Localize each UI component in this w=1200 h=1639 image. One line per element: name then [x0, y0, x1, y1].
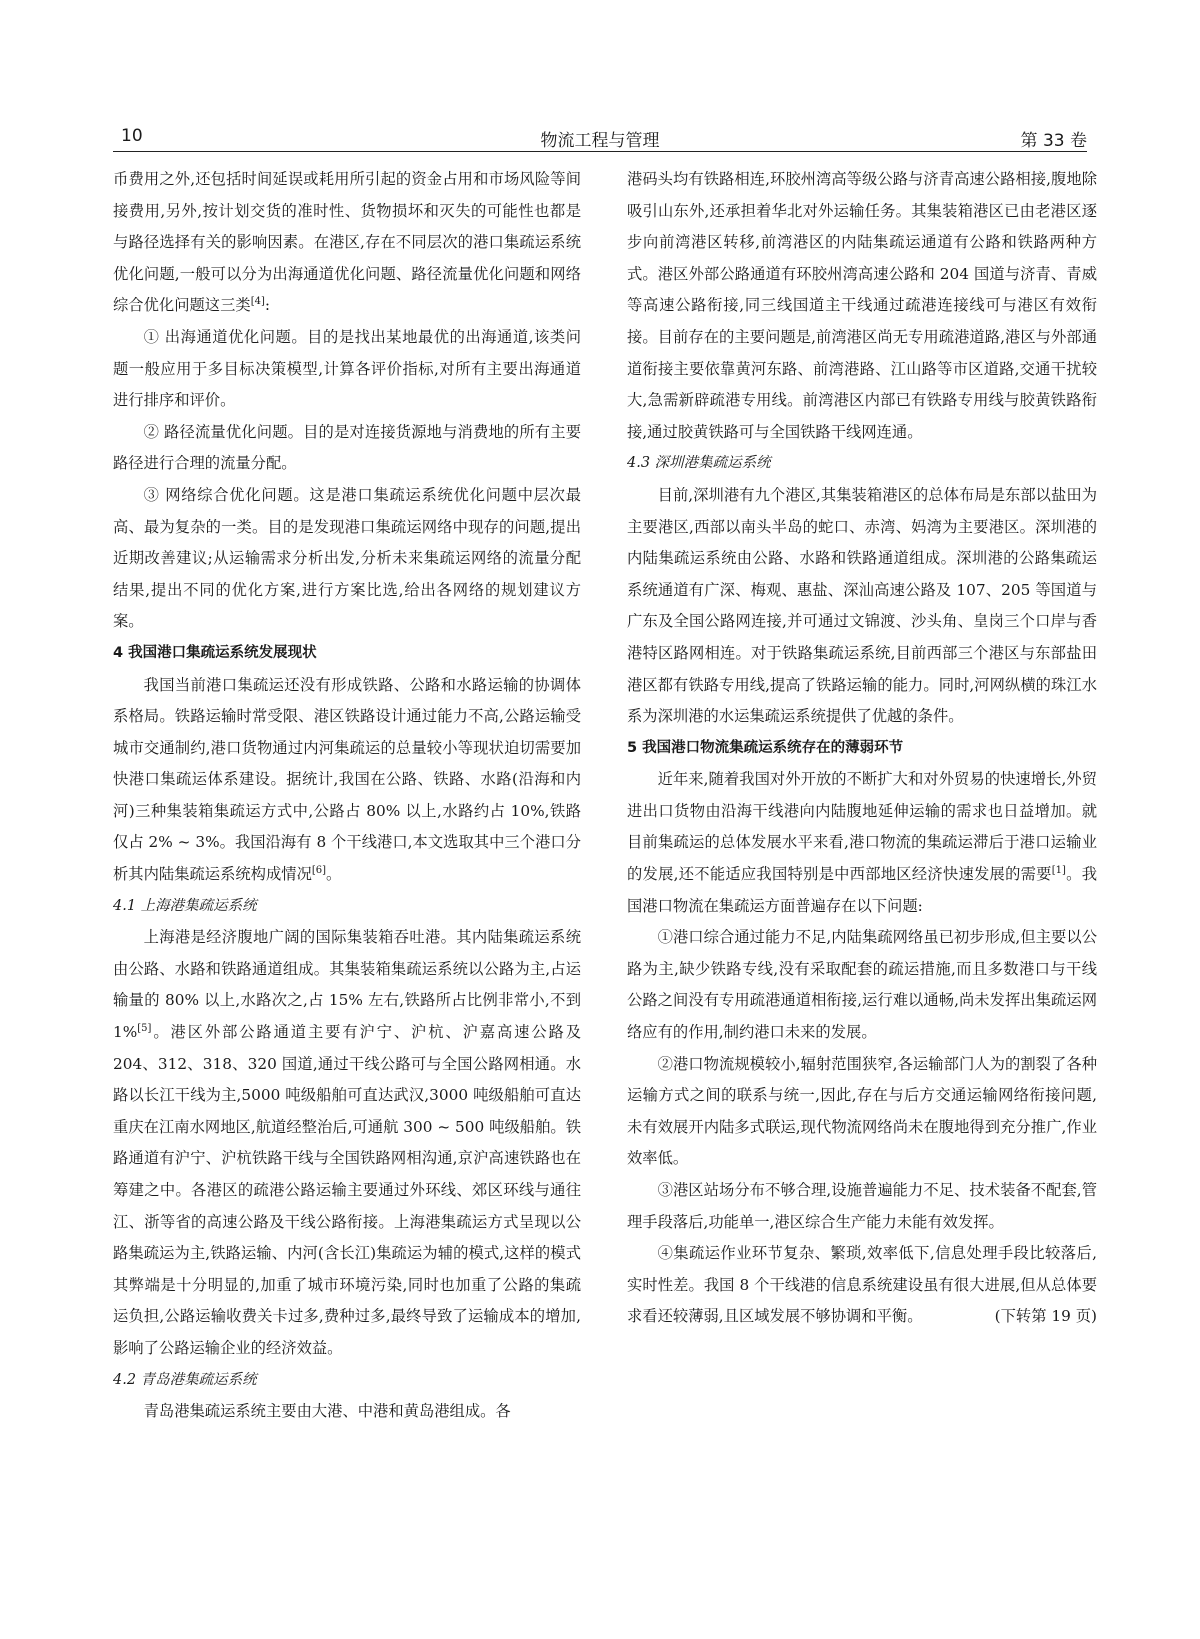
volume-label: 第 33 卷	[1020, 131, 1087, 151]
paragraph: 币费用之外,还包括时间延误或耗用所引起的资金占用和市场风险等间接费用,另外,按计划交货的准时性、货物损坏和灭失的可能性也都是与路径选择有关的影响因素。在港区,存在不同层次的港口集疏运系统优化问题,一般可以分为出海通道优化问题、路径流量优化问题和网络综合优化问题这三类[4]:	[113, 170, 581, 315]
right-column	[627, 164, 1097, 1333]
subsection-heading: 4.2 青岛港集疏运系统	[113, 1371, 257, 1388]
subsection-heading: 4.3 深圳港集疏运系统	[627, 455, 771, 472]
subsection-heading: 4.1 上海港集疏运系统	[113, 897, 257, 914]
paragraph: ③港区站场分布不够合理,设施普遍能力不足、技术装备不配套,管理手段落后,功能单一,港区综合生产能力未能有效发挥。	[627, 1181, 1097, 1231]
paragraph: ③ 网络综合优化问题。这是港口集疏运系统优化问题中层次最高、最为复杂的一类。目的是发现港口集疏运网络中现存的问题,提出近期改善建议;从运输需求分析出发,分析未来集疏运网络的流量分配结果,提出不同的优化方案,进行方案比选,给出各网络的规划建议方案。	[113, 485, 581, 631]
paragraph: ②港口物流规模较小,辐射范围狭窄,各运输部门人为的割裂了各种运输方式之间的联系与统一,因此,存在与后方交通运输网络衔接问题,未有效展开内陆多式联运,现代物流网络尚未在腹地得到充分推广,作业效率低。	[627, 1054, 1097, 1168]
paragraph: 我国当前港口集疏运还没有形成铁路、公路和水路运输的协调体系格局。铁路运输时常受限、港区铁路设计通过能力不高,公路运输受城市交通制约,港口货物通过内河集疏运的总量较小等现状迫切需要加快港口集疏运体系建设。据统计,我国在公路、铁路、水路(沿海和内河)三种集装箱集疏运方式中,公路占 80% 以上,水路约占 10%,铁路仅占 2% ~ 3%。我国沿海有 8 个干线港口,本文选取其中三个港口分析其内陆集疏运系统构成情况[6]。	[113, 675, 581, 884]
paragraph: ④集疏运作业环节复杂、繁琐,效率低下,信息处理手段比较落后,实时性差。我国 8 个干线港的信息系统建设虽有很大进展,但从总体要求看还较薄弱,且区域发展不够协调和平衡。 (下转第 19 页)	[627, 1238, 1097, 1333]
section-heading: 5 我国港口物流集疏运系统存在的薄弱环节	[627, 739, 904, 756]
paragraph: 目前,深圳港有九个港区,其集装箱港区的总体布局是东部以盐田为主要港区,西部以南头半岛的蛇口、赤湾、妈湾为主要港区。深圳港的内陆集疏运系统由公路、水路和铁路通道组成。深圳港的公路集疏运系统通道有广深、梅观、惠盐、深汕高速公路及 107、205 等国道与广东及全国公路网连接,并可通过文锦渡、沙头角、皇岗三个口岸与香港特区路网相连。对于铁路集疏运系统,目前西部三个港区与东部盐田港区都有铁路专用线,提高了铁路运输的能力。同时,河网纵横的珠江水系为深圳港的水运集疏运系统提供了优越的条件。	[627, 485, 1097, 726]
paragraph: 港码头均有铁路相连,环胶州湾高等级公路与济青高速公路相接,腹地除吸引山东外,还承担着华北对外运输任务。其集装箱港区已由老港区逐步向前湾港区转移,前湾港区的内陆集疏运通道有公路和铁路两种方式。港区外部公路通道有环胶州湾高速公路和 204 国道与济青、青威等高速公路衔接,同三线国道主干线通过疏港连接线可与港区有效衔接。目前存在的主要问题是,前湾港区尚无专用疏港道路,港区与外部通道衔接主要依靠黄河东路、前湾港路、江山路等市区道路,交通干扰较大,急需新辟疏港专用线。前湾港区内部已有铁路专用线与胶黄铁路衔接,通过胶黄铁路可与全国铁路干线网连通。	[627, 170, 1097, 441]
continued-note: (下转第 19 页)	[994, 1307, 1097, 1326]
journal-title: 物流工程与管理	[540, 131, 660, 151]
paragraph: 青岛港集疏运系统主要由大港、中港和黄岛港组成。各	[143, 1402, 511, 1421]
page-number: 10	[121, 126, 143, 146]
paragraph: 上海港是经济腹地广阔的国际集装箱吞吐港。其内陆集疏运系统由公路、水路和铁路通道组成。其集装箱集疏运系统以公路为主,占运输量的 80% 以上,水路次之,占 15% 左右,铁路所占比例非常小,不到 1%[5]。港区外部公路通道主要有沪宁、沪杭、沪嘉高速公路及 204、312、318、320 国道,通过干线公路可与全国公路网相通。水路以长江干线为主,5000 吨级船舶可直达武汉,3000 吨级船舶可直达重庆在江南水网地区,航道经整治后,可通航 300 ~ 500 吨级船舶。铁路通道有沪宁、沪杭铁路干线与全国铁路网相沟通,京沪高速铁路也在筹建之中。各港区的疏港公路运输主要通过外环线、郊区环线与通往江、浙等省的高速公路及干线公路衔接。上海港集疏运方式呈现以公路集疏运为主,铁路运输、内河(含长江)集疏运为辅的模式,这样的模式其弊端是十分明显的,加重了城市环境污染,同时也加重了公路的集疏运负担,公路运输收费关卡过多,费种过多,最终导致了运输成本的增加,影响了公路运输企业的经济效益。	[113, 928, 581, 1357]
citation: [6]	[311, 864, 327, 876]
left-column	[113, 164, 581, 1428]
paragraph: ① 出海通道优化问题。目的是找出某地最优的出海通道,该类问题一般应用于多目标决策模型,计算各评价指标,对所有主要出海通道进行排序和评价。	[113, 327, 581, 410]
paragraph: 近年来,随着我国对外开放的不断扩大和对外贸易的快速增长,外贸进出口货物由沿海干线港向内陆腹地延伸运输的需求也日益增加。就目前集疏运的总体发展水平来看,港口物流的集疏运滞后于港口运输业的发展,还不能适应我国特别是中西部地区经济快速发展的需要[1]。我国港口物流在集疏运方面普遍存在以下问题:	[627, 770, 1097, 915]
paragraph: ② 路径流量优化问题。目的是对连接货源地与消费地的所有主要路径进行合理的流量分配。	[113, 422, 581, 473]
section-heading: 4 我国港口集疏运系统发展现状	[113, 644, 317, 661]
citation: [5]	[137, 1022, 152, 1034]
citation: [1]	[1051, 864, 1066, 876]
citation: [4]	[250, 296, 265, 308]
header-rule	[113, 151, 1087, 152]
running-header	[113, 126, 1087, 154]
paragraph: ①港口综合通过能力不足,内陆集疏网络虽已初步形成,但主要以公路为主,缺少铁路专线,没有采取配套的疏运措施,而且多数港口与干线公路之间没有专用疏港通道相衔接,运行难以通畅,尚未发挥出集疏运网络应有的作用,制约港口未来的发展。	[627, 928, 1097, 1042]
